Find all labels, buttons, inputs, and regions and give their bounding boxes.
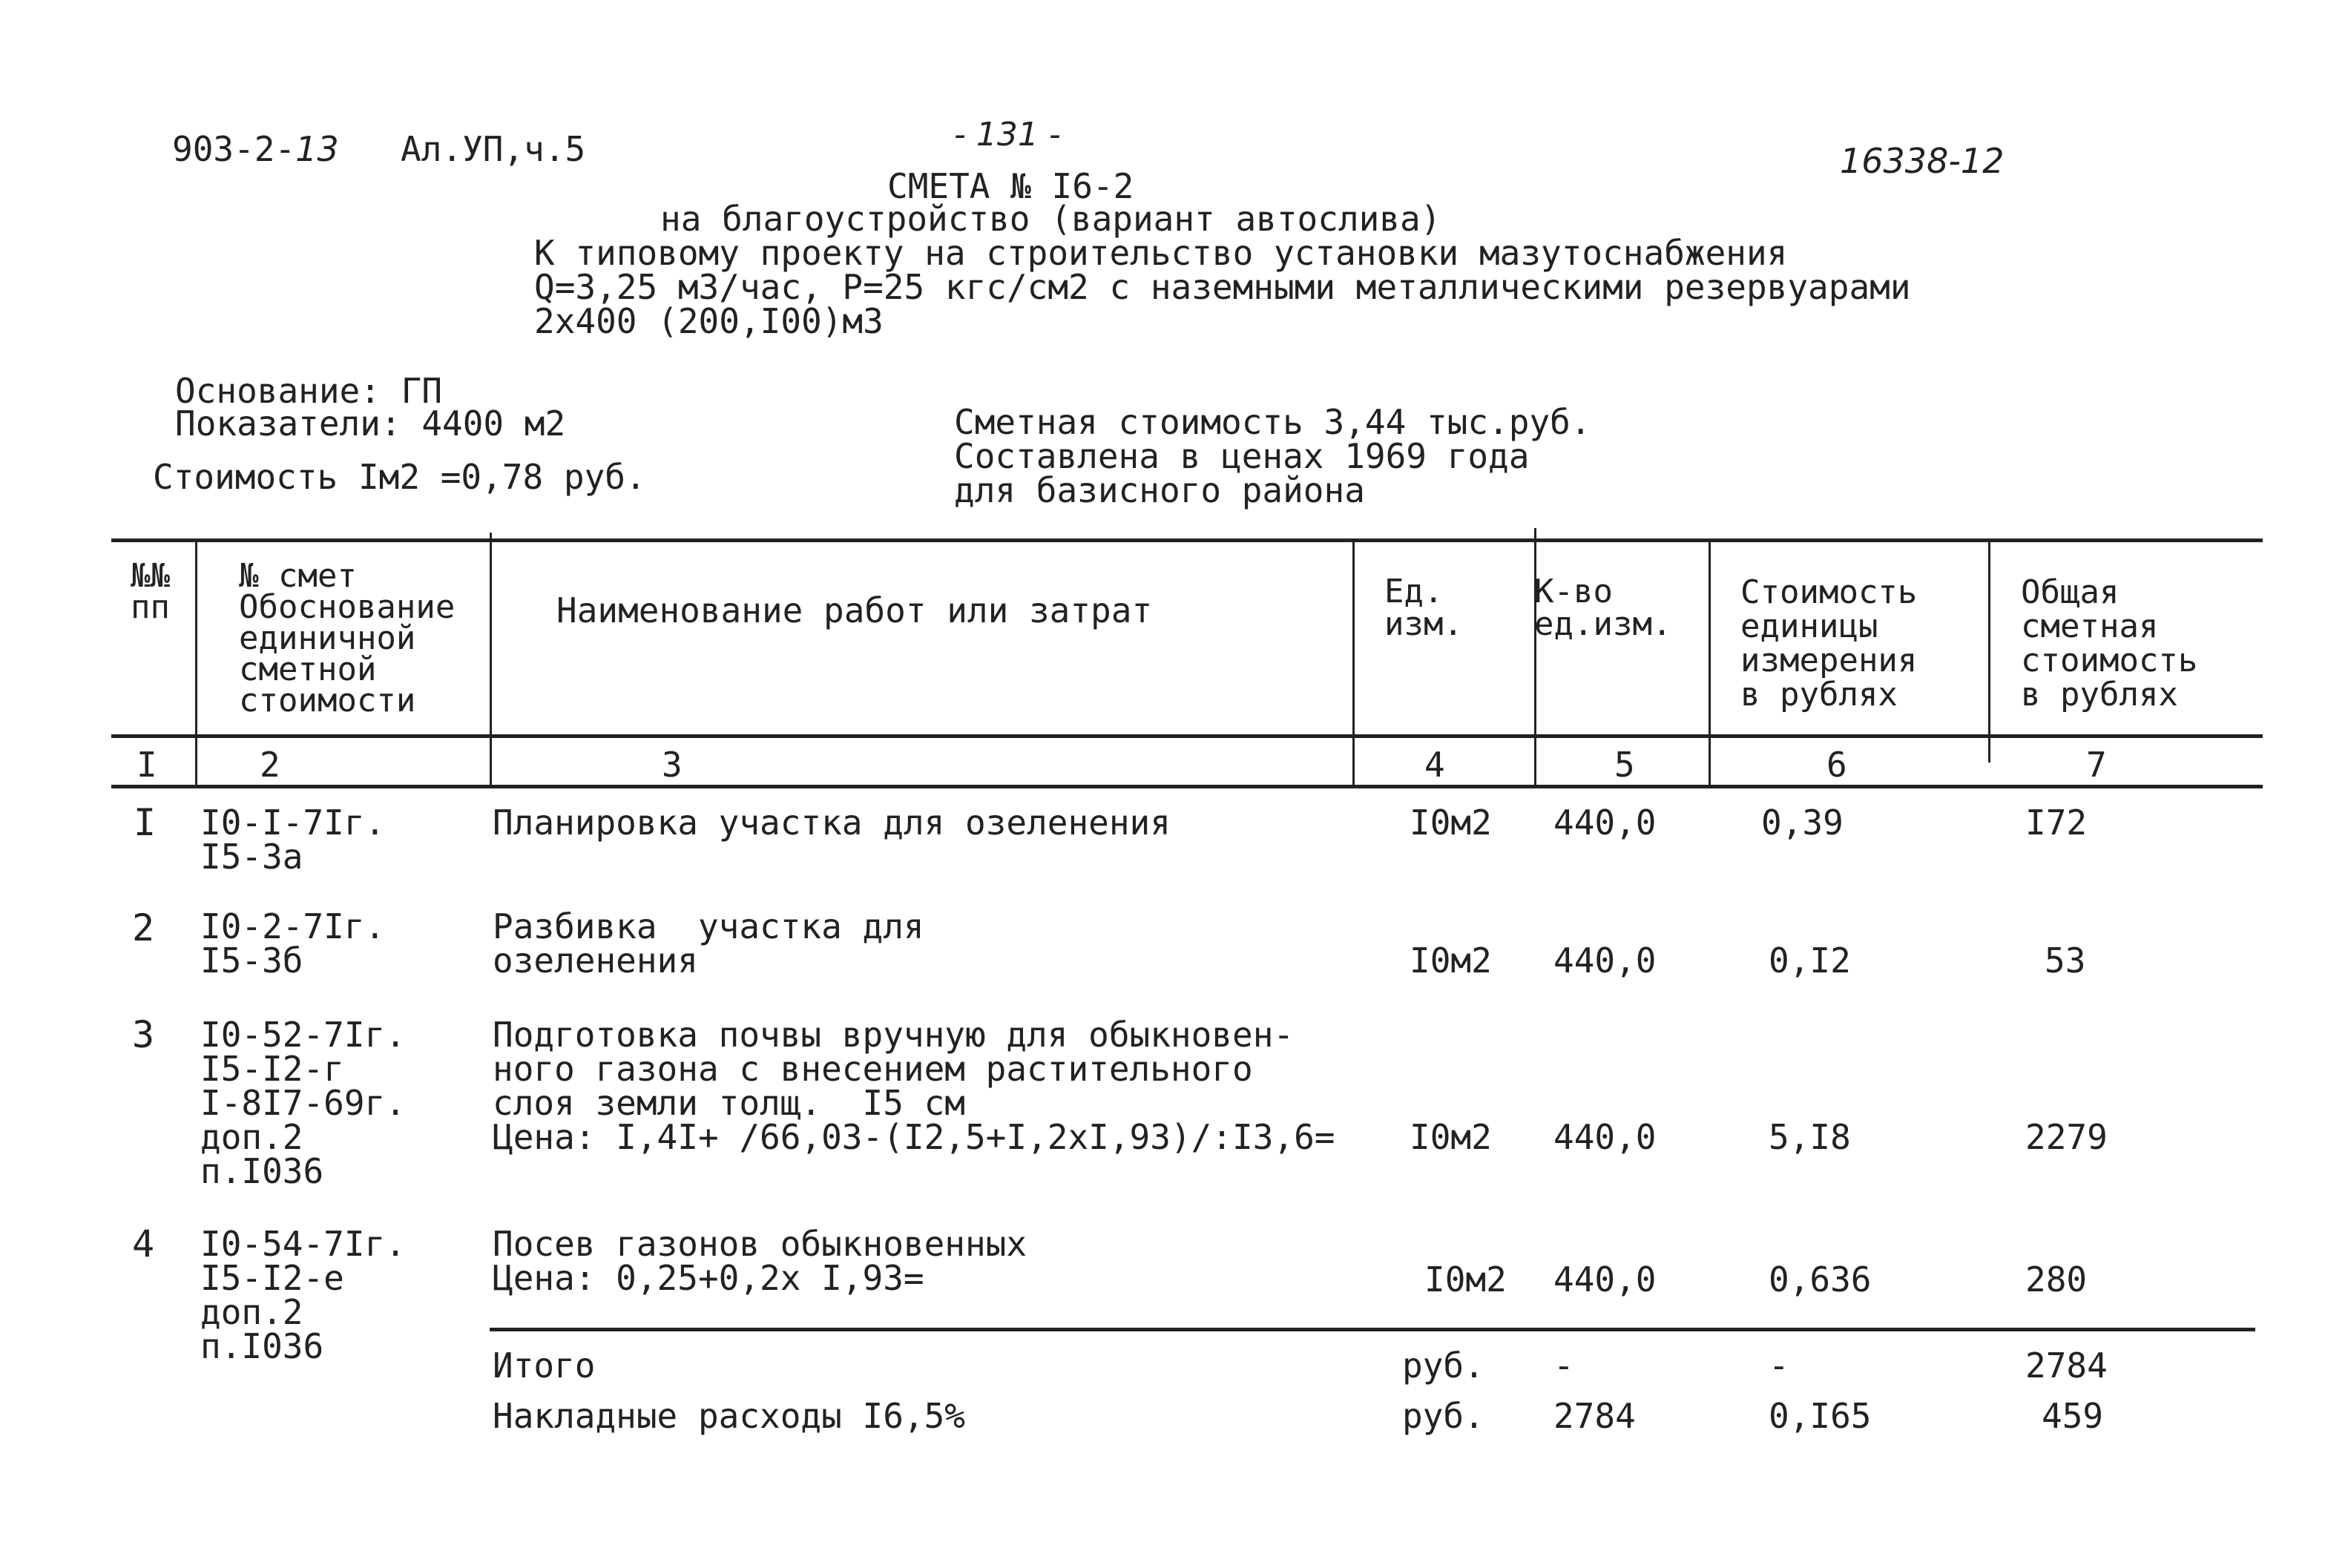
prices-text: Составлена в ценах 1969 года <box>954 436 1530 476</box>
column-number: 3 <box>662 745 683 785</box>
row-unit-price: 0,636 <box>1769 1259 1872 1299</box>
summary-unit: руб. <box>1402 1345 1484 1386</box>
header-col-6: Стоимость единицы измерения в рублях <box>1740 573 1918 714</box>
summary-label: Итого <box>493 1345 596 1386</box>
summary-total: 459 <box>2042 1396 2104 1436</box>
row-total: I72 <box>2025 803 2088 843</box>
row-total: 53 <box>2045 941 2086 981</box>
row-unit: I0м2 <box>1410 803 1492 843</box>
summary-unit-price: 0,I65 <box>1769 1396 1872 1436</box>
column-number: 2 <box>260 745 280 785</box>
row-quantity: 440,0 <box>1553 1259 1657 1299</box>
row-unit: I0м2 <box>1410 1117 1492 1157</box>
row-work-name: Подготовка почвы вручную для обыкновен- ного газона с внесением растительного слоя земли толщ. I5 см Цена: I,4I+ /66,03-(I2,5+I,2хI,93)/:I3,6= <box>493 1015 1335 1157</box>
summary-unit-price: - <box>1769 1345 1789 1386</box>
row-unit: I0м2 <box>1410 941 1492 981</box>
summary-total: 2784 <box>2025 1345 2108 1386</box>
project-line-3: 2х400 (200,I00)м3 <box>534 301 884 341</box>
column-divider <box>1709 540 1711 786</box>
row-total: 280 <box>2025 1259 2088 1299</box>
row-reference: I0-I-7Iг. I5-3а <box>200 803 386 877</box>
basis-text: Основание: ГП <box>175 371 443 411</box>
column-divider <box>1534 528 1536 786</box>
summary-quantity: - <box>1553 1345 1574 1386</box>
column-number-rule <box>111 785 2263 788</box>
summary-quantity: 2784 <box>1553 1396 1636 1436</box>
column-number: 6 <box>1826 745 1847 785</box>
row-quantity: 440,0 <box>1553 941 1657 981</box>
header-col-4: Ед. изм. <box>1384 573 1463 643</box>
summary-label: Накладные расходы I6,5% <box>493 1396 965 1436</box>
header-col-7: Общая сметная стоимость в рублях <box>2021 573 2198 714</box>
column-divider <box>1352 540 1355 786</box>
column-number: 7 <box>2086 745 2107 785</box>
district-text: для базисного района <box>954 470 1365 510</box>
row-total: 2279 <box>2025 1117 2108 1157</box>
estimate-subtitle: на благоустройство (вариант автослива) <box>660 199 1441 239</box>
document-code-prefix: 903-2- <box>172 129 296 169</box>
row-unit: I0м2 <box>1424 1259 1507 1299</box>
document-code-handwritten: 13 <box>295 129 339 169</box>
row-reference: I0-54-7Iг. I5-I2-е доп.2 п.I036 <box>200 1224 406 1366</box>
column-number: 5 <box>1614 745 1635 785</box>
album-reference: Ал.УП,ч.5 <box>401 129 586 169</box>
header-col-3: Наименование работ или затрат <box>556 590 1153 630</box>
row-unit-price: 0,I2 <box>1769 941 1851 981</box>
header-col-2: № смет Обоснование единичной сметной стоимости <box>239 557 456 719</box>
page-number: - 131 - <box>954 116 1061 154</box>
row-number: 3 <box>132 1013 155 1056</box>
header-bottom-rule <box>111 734 2263 738</box>
column-number: 4 <box>1424 745 1445 785</box>
row-number: 2 <box>132 906 155 949</box>
row-work-name: Разбивка участка для озеленения <box>493 906 924 981</box>
unit-cost-text: Стоимость Iм2 =0,78 руб. <box>153 457 646 497</box>
document-code <box>172 129 339 169</box>
row-unit-price: 5,I8 <box>1769 1117 1851 1157</box>
project-line-2: Q=3,25 м3/час, Р=25 кгс/см2 с наземными металлическими резервуарами <box>534 267 1911 307</box>
column-divider <box>490 533 492 786</box>
indicators-text: Показатели: 4400 м2 <box>175 403 566 444</box>
header-col-1: №№ пп <box>131 557 170 626</box>
column-number: I <box>137 745 157 785</box>
row-work-name: Посев газонов обыкновенных Цена: 0,25+0,2х I,93= <box>493 1224 1027 1298</box>
row-quantity: 440,0 <box>1553 803 1657 843</box>
estimate-title: СМЕТА № I6-2 <box>887 166 1134 206</box>
total-rule <box>490 1328 2255 1331</box>
row-unit-price: 0,39 <box>1761 803 1844 843</box>
summary-unit: руб. <box>1402 1396 1484 1436</box>
column-divider <box>195 540 197 786</box>
project-line-1: К типовому проекту на строительство установки мазутоснабжения <box>534 233 1788 273</box>
column-divider <box>1988 540 1990 762</box>
row-work-name: Планировка участка для озеленения <box>493 803 1171 843</box>
row-number: I <box>134 801 157 844</box>
row-quantity: 440,0 <box>1553 1117 1657 1157</box>
row-reference: I0-52-7Iг. I5-I2-г I-8I7-69г. доп.2 п.I036 <box>200 1015 406 1191</box>
row-number: 4 <box>132 1222 155 1265</box>
estimated-cost-text: Сметная стоимость 3,44 тыс.руб. <box>954 402 1591 442</box>
row-reference: I0-2-7Iг. I5-3б <box>200 906 386 981</box>
table-top-rule <box>111 538 2263 542</box>
header-col-5: К-во ед.изм. <box>1534 573 1672 643</box>
archive-number: 16338-12 <box>1840 141 2005 181</box>
